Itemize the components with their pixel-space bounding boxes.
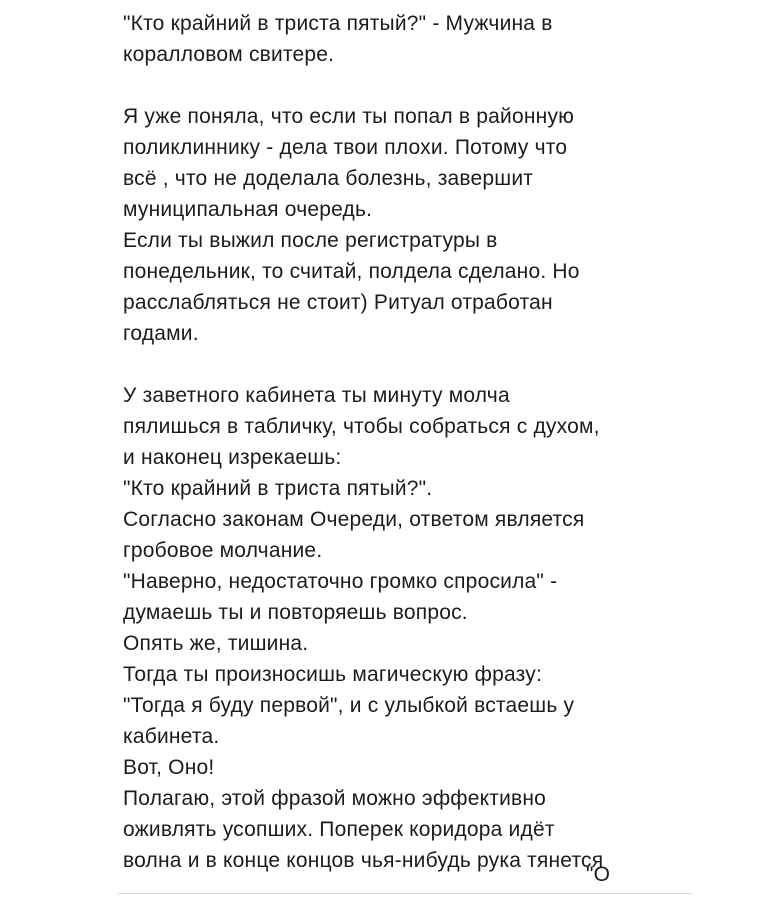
text-line: "Наверно, недостаточно громко спросила" -	[123, 570, 558, 593]
text-line: годами.	[123, 322, 199, 345]
text-line: "Тогда я буду первой", и с улыбкой встаешь у	[123, 694, 575, 717]
paragraph-2	[123, 101, 743, 349]
text-line: понедельник, то считай, полдела сделано. Но	[123, 260, 580, 283]
text-line: Тогда ты произносишь магическую фразу:	[123, 663, 542, 686]
text-line: расслабляться не стоит) Ритуал отработан	[123, 291, 553, 314]
text-line: гробовое молчание.	[123, 539, 323, 562]
text-line: "Кто крайний в триста пятый?" - Мужчина в	[123, 12, 553, 35]
text-line: пялишься в табличку, чтобы собраться с духом,	[123, 415, 600, 438]
text-line: Я уже поняла, что если ты попал в районную	[123, 105, 575, 128]
text-line: оживлять усопших. Поперек коридора идёт	[123, 818, 555, 841]
cut-off-line	[123, 863, 743, 890]
text-line: кабинета.	[123, 725, 220, 748]
paragraph-gap	[123, 70, 743, 101]
text-line: Полагаю, этой фразой можно эффективно	[123, 787, 547, 810]
text-line: "Кто крайний в триста пятый?".	[123, 477, 433, 500]
text-line: Опять же, тишина.	[123, 632, 309, 655]
text-line: муниципальная очередь.	[123, 198, 373, 221]
paragraph-gap	[123, 349, 743, 380]
text-line: У заветного кабинета ты минуту молча	[123, 384, 510, 407]
text-line: Если ты выжил после регистратуры в	[123, 229, 498, 252]
text-line: Вот, Оно!	[123, 756, 215, 779]
text-line: Согласно законам Очереди, ответом является	[123, 508, 585, 531]
bottom-divider	[118, 893, 692, 894]
text-line: и наконец изрекаешь:	[123, 446, 342, 469]
story-text	[123, 8, 743, 890]
cut-off-text: "О	[586, 863, 611, 886]
paragraph-3	[123, 380, 743, 890]
text-line: волна и в конце концов чья-нибудь рука тянется	[123, 849, 604, 872]
text-line: поликлиннику - дела твои плохи. Потому что	[123, 136, 568, 159]
text-line: коралловом свитере.	[123, 43, 335, 66]
text-line: всё , что не доделала болезнь, завершит	[123, 167, 534, 190]
text-line: думаешь ты и повторяешь вопрос.	[123, 601, 468, 624]
paragraph-1	[123, 8, 743, 70]
